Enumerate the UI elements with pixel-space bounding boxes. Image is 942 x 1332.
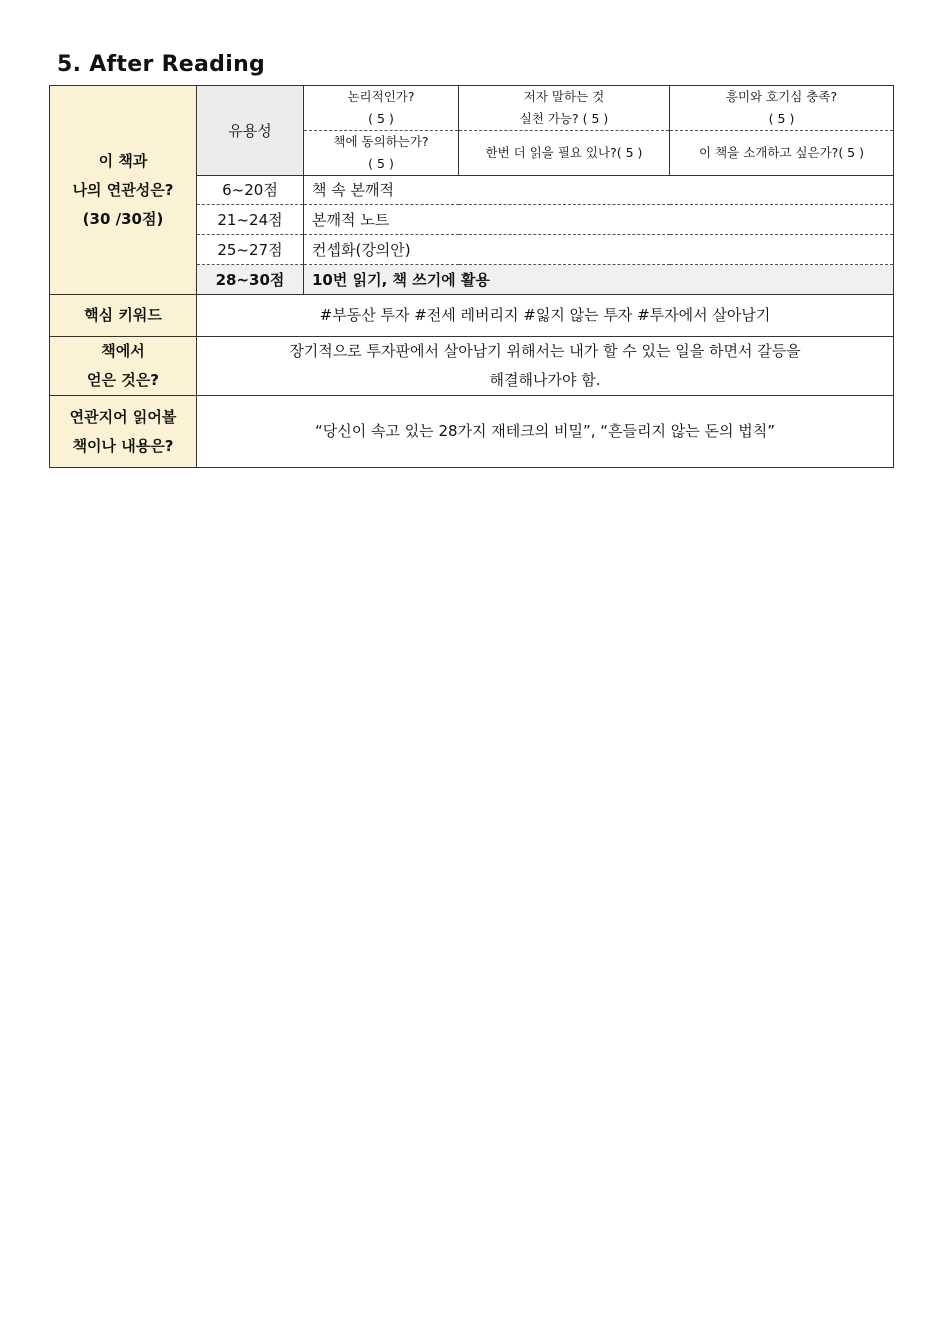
range-score-3: 25~27점 (197, 235, 304, 265)
gained-value (197, 337, 894, 396)
range-desc-2: 본깨적 노트 (304, 205, 894, 235)
range-desc-3: 컨셉화(강의안) (304, 235, 894, 265)
keywords-value: #부동산 투자 #전세 레버리지 #잃지 않는 투자 #투자에서 살아남기 (197, 295, 894, 337)
relevance-label-line3: (30 /30점) (82, 209, 164, 228)
criterion-practical (459, 86, 670, 131)
related-value: “당신이 속고 있는 28가지 재테크의 비밀”, “흔들리지 않는 돈의 법칙” (197, 396, 894, 468)
gained-label-line2: 얻은 것은? (87, 371, 159, 389)
gained-value-line2: 해결해나가야 함. (489, 371, 601, 389)
range-desc-4: 10번 읽기, 책 쓰기에 활용 (304, 265, 894, 295)
section-title: 5. After Reading (57, 52, 266, 77)
criterion-interest (670, 86, 894, 131)
criterion-agree-question: 책에 동의하는가? (333, 134, 429, 149)
criterion-logical-question: 논리적인가? (347, 89, 415, 104)
keywords-label: 핵심 키워드 (50, 295, 197, 337)
gained-label (50, 337, 197, 396)
gained-value-line1: 장기적으로 투자판에서 살아남기 위해서는 내가 할 수 있는 일을 하면서 갈등을 (289, 342, 801, 360)
range-score-2: 21~24점 (197, 205, 304, 235)
related-label-line2: 책이나 내용은? (72, 436, 174, 455)
criterion-logical (304, 86, 459, 131)
criterion-practical-question-line2: 실천 가능? (519, 111, 579, 126)
criterion-practical-question-line1: 저자 말하는 것 (523, 89, 605, 104)
relevance-label-cell (50, 86, 197, 295)
usefulness-label: 유용성 (197, 86, 304, 176)
criterion-reread: 한번 더 읽을 필요 있나?( 5 ) (459, 131, 670, 176)
criterion-interest-question: 흥미와 호기심 충족? (725, 89, 838, 104)
range-desc-1: 책 속 본깨적 (304, 176, 894, 205)
criterion-logical-score: ( 5 ) (368, 111, 394, 126)
range-score-1: 6~20점 (197, 176, 304, 205)
related-label (50, 396, 197, 468)
criterion-agree (304, 131, 459, 176)
relevance-label-line2: 나의 연관성은? (72, 180, 174, 199)
after-reading-table (49, 85, 894, 468)
range-score-4: 28~30점 (197, 265, 304, 295)
criterion-practical-score: ( 5 ) (582, 111, 609, 126)
criterion-recommend: 이 책을 소개하고 싶은가?( 5 ) (670, 131, 894, 176)
relevance-label-line1: 이 책과 (98, 151, 148, 170)
related-label-line1: 연관지어 읽어볼 (69, 407, 177, 426)
criterion-agree-score: ( 5 ) (368, 156, 394, 171)
gained-label-line1: 책에서 (101, 342, 145, 360)
criterion-interest-score: ( 5 ) (768, 111, 795, 126)
